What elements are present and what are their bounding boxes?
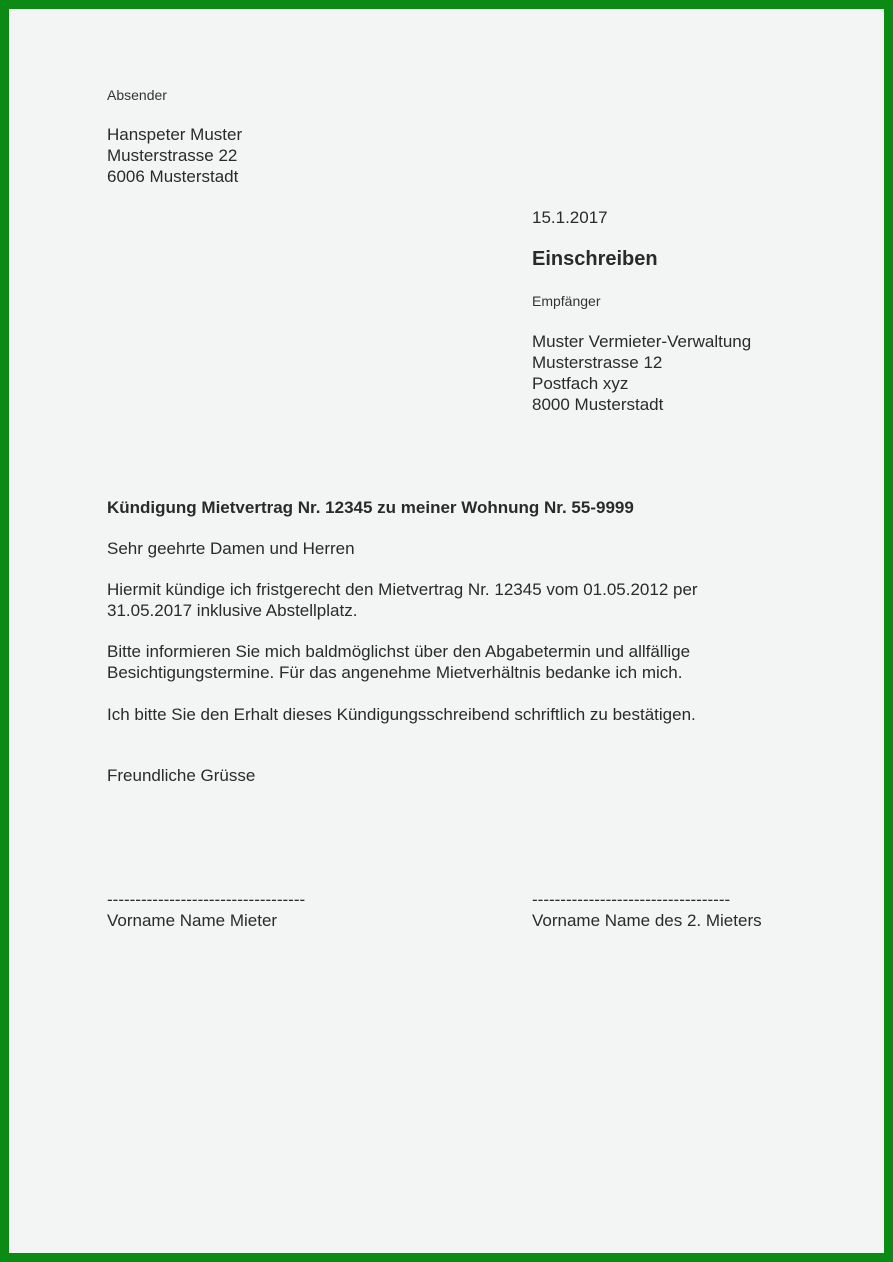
sender-street: Musterstrasse 22 — [107, 146, 238, 165]
paragraph-appointment — [107, 641, 690, 683]
paragraph-termination — [107, 579, 698, 621]
signature-label: Vorname Name des 2. Mieters — [532, 911, 762, 930]
sender-name: Hanspeter Muster — [107, 125, 243, 144]
signature-second-tenant — [532, 889, 762, 931]
paragraph-line: Ich bitte Sie den Erhalt dieses Kündigungsschreibend schriftlich zu bestätigen. — [107, 705, 696, 724]
recipient-address — [532, 331, 751, 415]
recipient-line: Musterstrasse 12 — [532, 353, 663, 372]
letter-subject: Kündigung Mietvertrag Nr. 12345 zu meiner Wohnung Nr. 55-9999 — [107, 498, 634, 517]
paragraph-line: Besichtigungstermine. Für das angenehme Mietverhältnis bedanke ich mich. — [107, 663, 683, 682]
closing: Freundliche Grüsse — [107, 766, 256, 785]
signature-tenant — [107, 889, 305, 931]
signature-line: ----------------------------------- — [107, 890, 306, 909]
paragraph-confirmation — [107, 704, 696, 725]
letter-date: 15.1.2017 — [532, 208, 608, 227]
recipient-label: Empfänger — [532, 293, 601, 309]
signature-label: Vorname Name Mieter — [107, 911, 278, 930]
salutation: Sehr geehrte Damen und Herren — [107, 539, 355, 558]
recipient-line: 8000 Musterstadt — [532, 395, 664, 414]
paragraph-line: Bitte informieren Sie mich baldmöglichst über den Abgabetermin und allfällige — [107, 642, 691, 661]
paragraph-line: Hiermit kündige ich fristgerecht den Mietvertrag Nr. 12345 vom 01.05.2012 per — [107, 580, 698, 599]
sender-address — [107, 124, 242, 187]
sender-label: Absender — [107, 87, 167, 103]
signature-line: ----------------------------------- — [532, 890, 731, 909]
paragraph-line: 31.05.2017 inklusive Abstellplatz. — [107, 601, 358, 620]
recipient-line: Postfach xyz — [532, 374, 629, 393]
sender-city: 6006 Musterstadt — [107, 167, 239, 186]
recipient-line: Muster Vermieter-Verwaltung — [532, 332, 752, 351]
delivery-method: Einschreiben — [532, 248, 658, 270]
